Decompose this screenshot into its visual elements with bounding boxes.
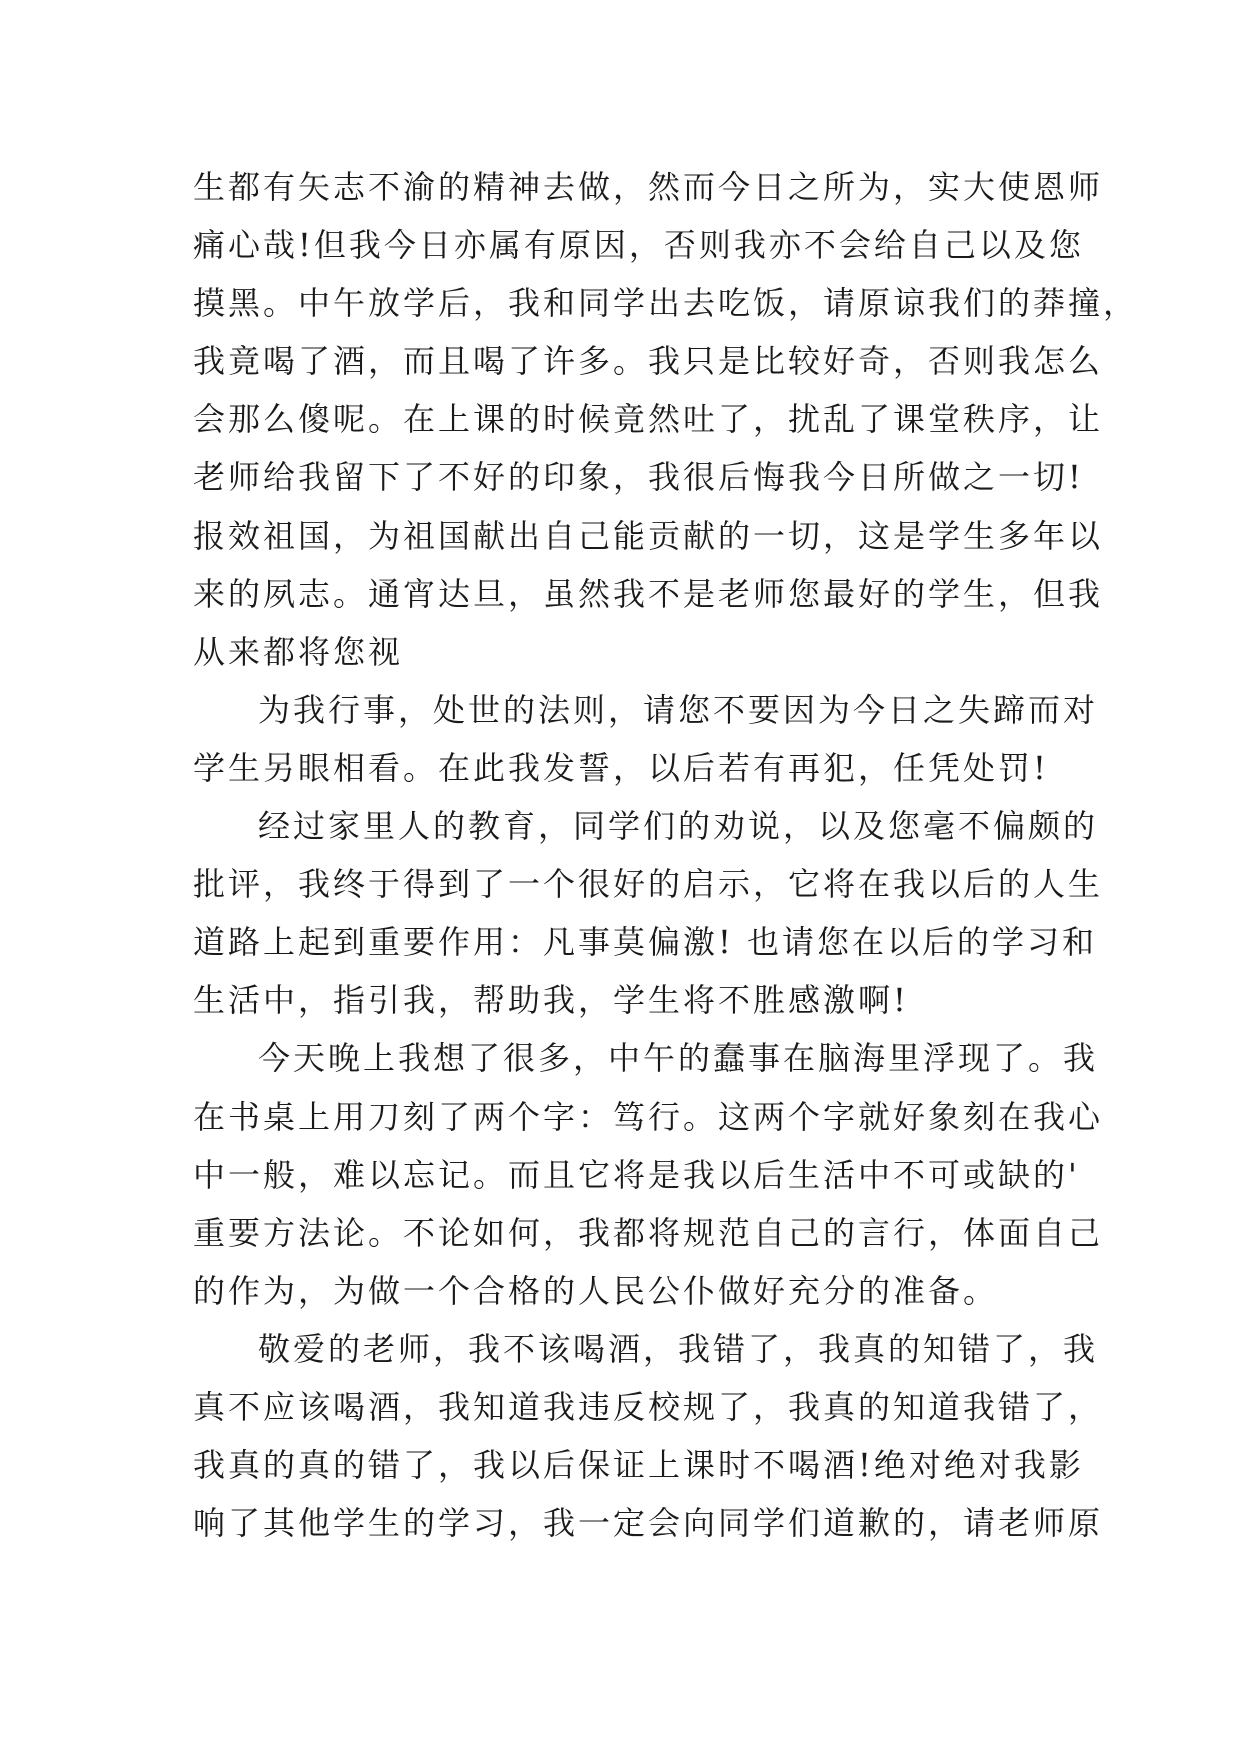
text-line: 批评，我终于得到了一个很好的启示，它将在我以后的人生 xyxy=(193,865,1104,904)
paragraph-5 xyxy=(193,1320,1104,1552)
text-line: 今天晚上我想了很多，中午的蠢事在脑海里浮现了。我 xyxy=(258,1039,1099,1078)
document-body xyxy=(193,158,1139,1552)
text-line: 经过家里人的教育，同学们的劝说，以及您毫不偏颇的 xyxy=(258,807,1099,846)
text-line: 生都有矢志不渝的精神去做，然而今日之所为，实大使恩师 xyxy=(193,168,1104,206)
text-line: 敬爱的老师，我不该喝酒，我错了，我真的知错了，我 xyxy=(258,1329,1099,1368)
text-line: 生活中，指引我，帮助我，学生将不胜感激啊! xyxy=(193,981,909,1020)
paragraph-1 xyxy=(193,158,1139,681)
text-line: 道路上起到重要作用：凡事莫偏激! 也请您在以后的学习和 xyxy=(193,923,1098,962)
paragraph-4 xyxy=(193,1029,1104,1319)
text-line: 真不应该喝酒，我知道我违反校规了，我真的知道我错了， xyxy=(193,1387,1104,1426)
text-line: 摸黑。中午放学后，我和同学出去吃饭，请原谅我们的莽撞， xyxy=(193,284,1139,323)
text-line: 响了其他学生的学习，我一定会向同学们道歉的，请老师原 xyxy=(193,1504,1104,1543)
text-line: 会那么傻呢。在上课的时候竟然吐了，扰乱了课堂秩序，让 xyxy=(193,400,1104,439)
text-line: 重要方法论。不论如何，我都将规范自己的言行，体面自己 xyxy=(193,1213,1104,1252)
text-line: 在书桌上用刀刻了两个字：笃行。这两个字就好象刻在我心 xyxy=(193,1097,1104,1136)
text-line: 我真的真的错了，我以后保证上课时不喝酒!绝对绝对我影 xyxy=(193,1446,1084,1485)
text-line: 从来都将您视 xyxy=(193,632,404,671)
text-line: 我竟喝了酒，而且喝了许多。我只是比较好奇，否则我怎么 xyxy=(193,342,1104,381)
text-line: 来的夙志。通宵达旦，虽然我不是老师您最好的学生，但我 xyxy=(193,574,1104,613)
text-line: 中一般，难以忘记。而且它将是我以后生活中不可或缺的' xyxy=(193,1155,1080,1194)
text-line: 学生另眼相看。在此我发誓，以后若有再犯，任凭处罚! xyxy=(193,748,1049,787)
text-line: 老师给我留下了不好的印象，我很后悔我今日所做之一切! xyxy=(193,458,1084,497)
paragraph-2 xyxy=(193,681,1099,797)
paragraph-3 xyxy=(193,797,1104,1029)
text-line: 报效祖国，为祖国献出自己能贡献的一切，这是学生多年以 xyxy=(193,516,1104,555)
text-line: 痛心哉!但我今日亦属有原因，否则我亦不会给自己以及您 xyxy=(193,226,1084,265)
text-line: 的作为，为做一个合格的人民公仆做好充分的准备。 xyxy=(193,1271,999,1310)
text-line: 为我行事，处世的法则，请您不要因为今日之失蹄而对 xyxy=(258,690,1099,729)
